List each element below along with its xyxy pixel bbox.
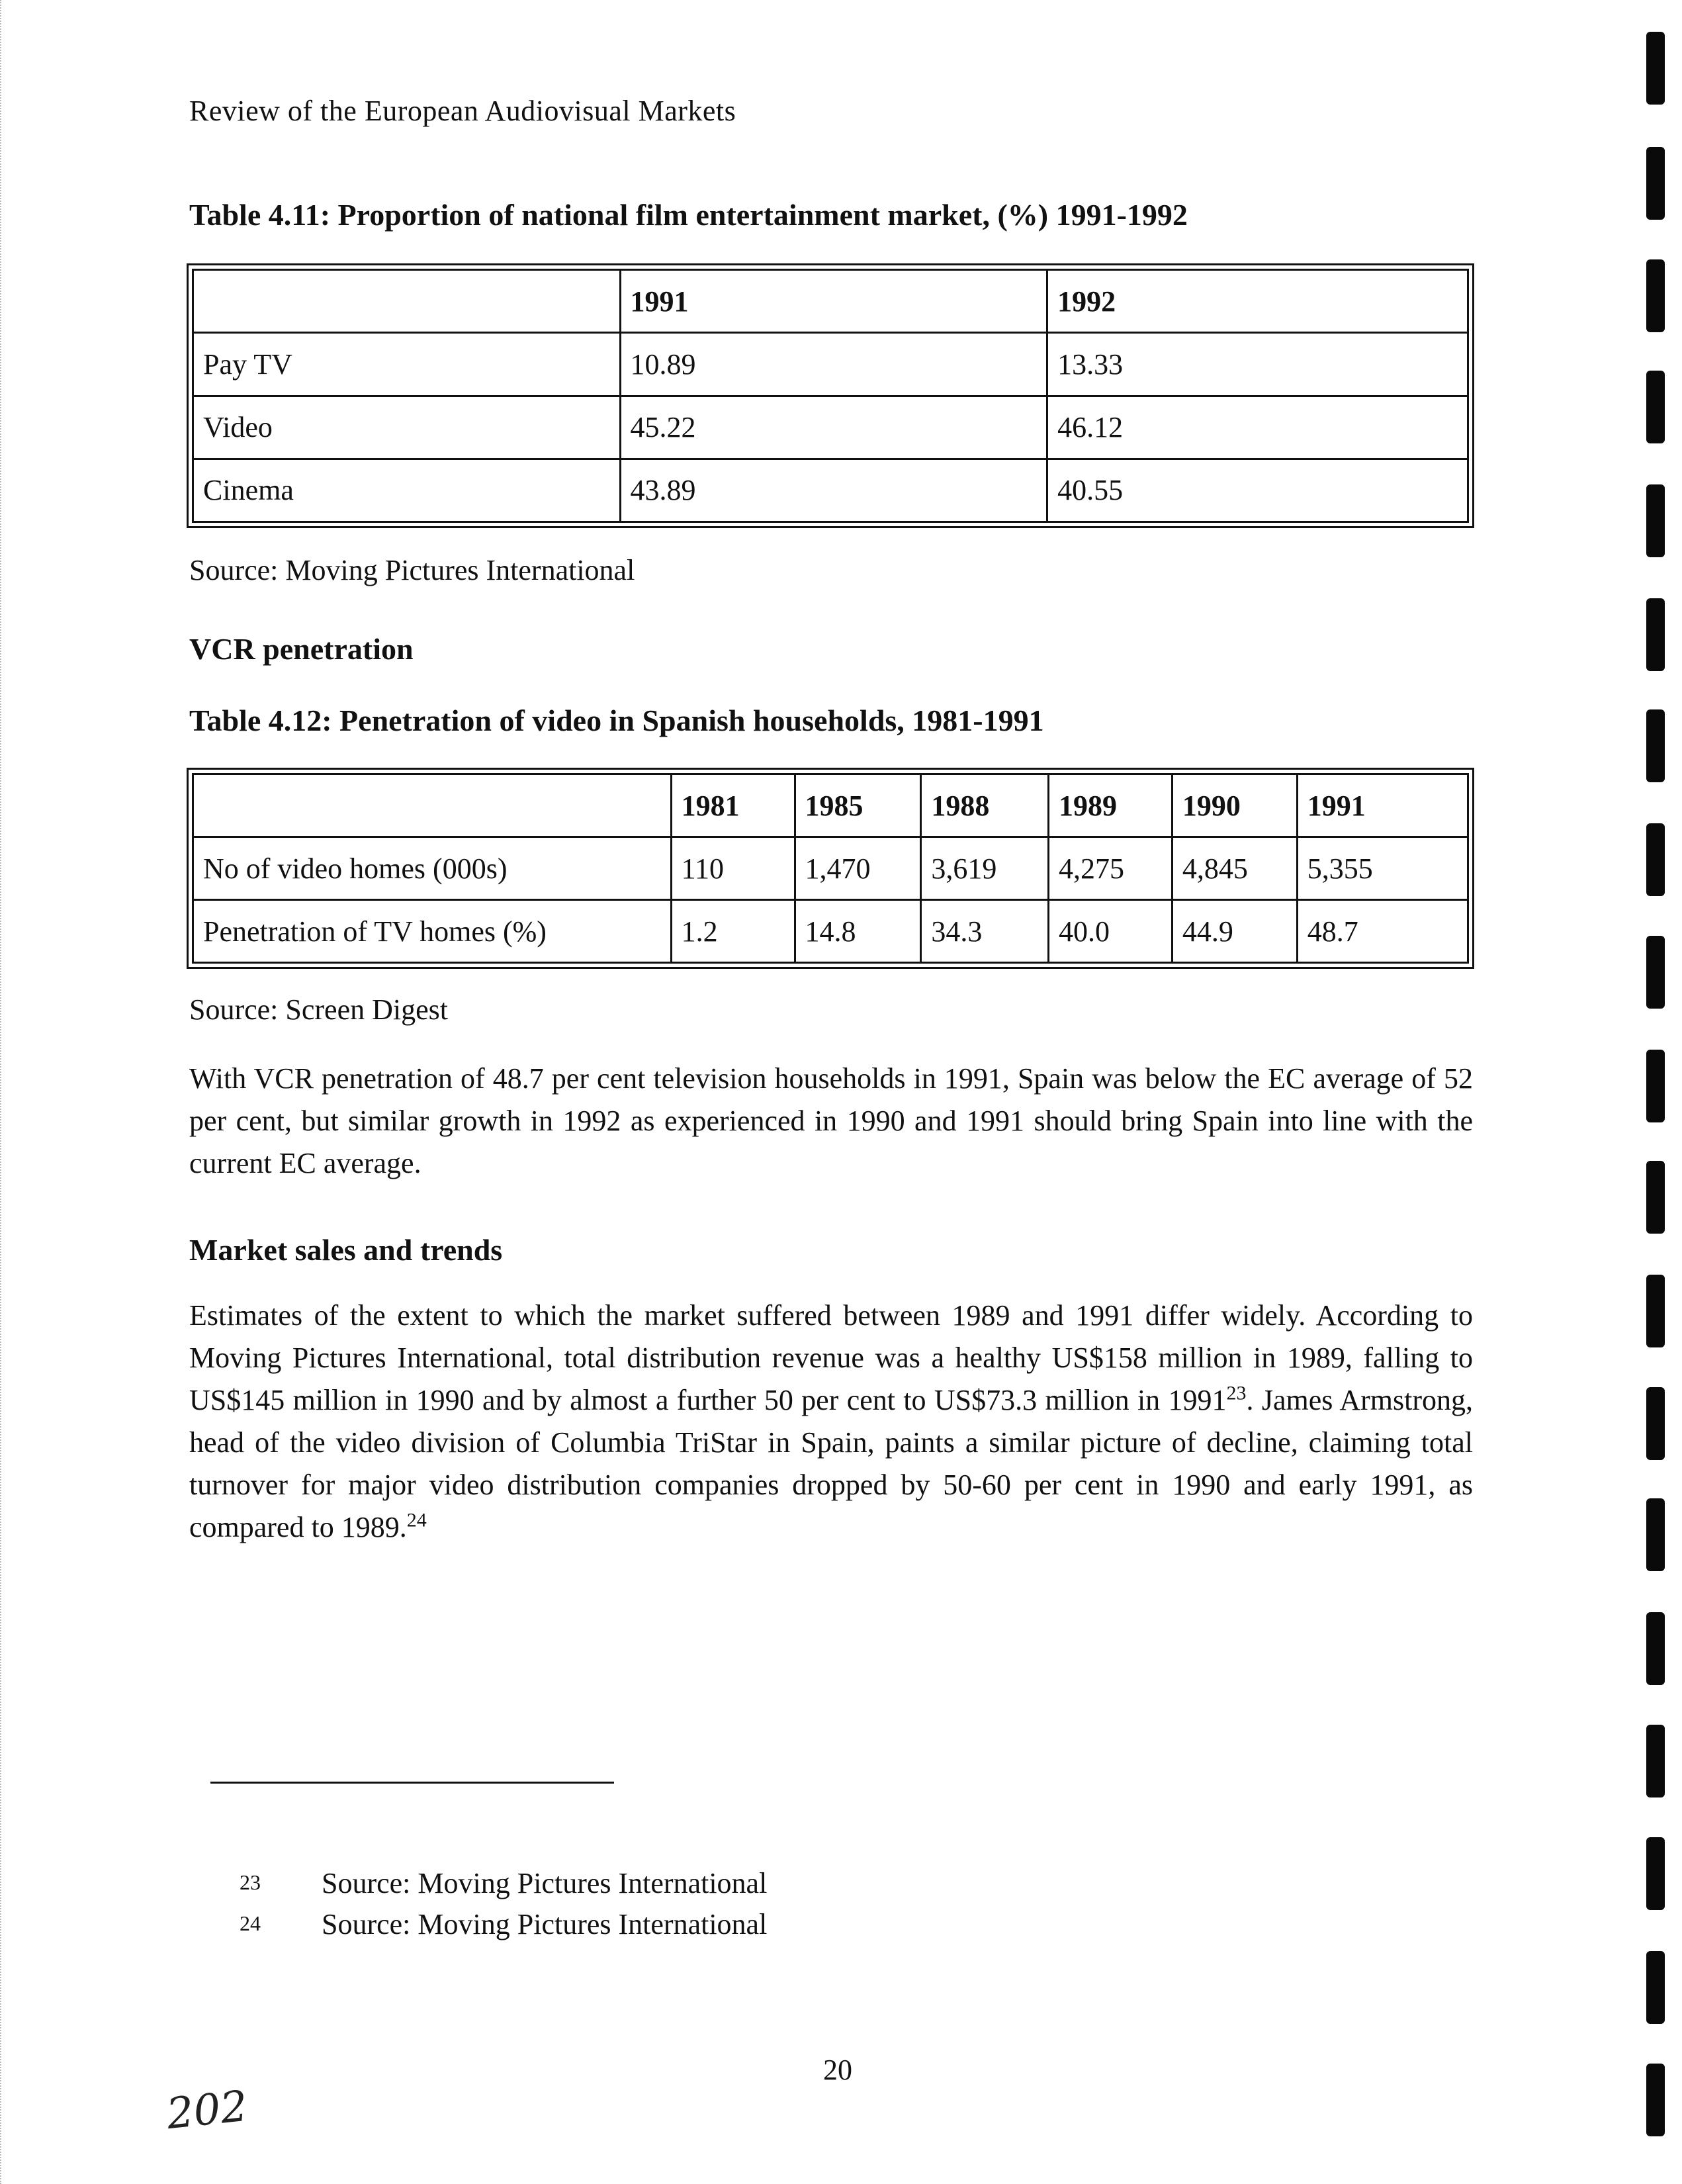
table-cell: 3,619 xyxy=(921,837,1049,900)
row-label: Video xyxy=(193,396,621,459)
table-row xyxy=(193,333,1468,396)
footnote-ref-24[interactable]: 24 xyxy=(406,1509,427,1531)
table-cell: 10.89 xyxy=(620,333,1047,396)
vcr-penetration-heading: VCR penetration xyxy=(189,632,414,666)
table-cell: 110 xyxy=(671,837,795,900)
table-cell: 40.55 xyxy=(1047,459,1468,522)
table-cell: 40.0 xyxy=(1049,900,1173,963)
table-4-11-title: Table 4.11: Proportion of national film entertainment market, (%) 1991-1992 xyxy=(189,198,1188,232)
table-cell: 4,275 xyxy=(1049,837,1173,900)
table-header-cell xyxy=(193,774,672,837)
row-label: No of video homes (000s) xyxy=(193,837,672,900)
market-paragraph xyxy=(189,1295,1473,1549)
footnote-divider xyxy=(210,1782,614,1784)
table-header-cell: 1981 xyxy=(671,774,795,837)
footnote-number: 23 xyxy=(240,1870,261,1894)
table-header-cell: 1991 xyxy=(1297,774,1468,837)
table-cell: 1,470 xyxy=(795,837,921,900)
page-number: 20 xyxy=(823,2054,852,2086)
binding-mark xyxy=(1646,2064,1665,2136)
binding-mark xyxy=(1646,1275,1665,1347)
table-cell: 5,355 xyxy=(1297,837,1468,900)
handwritten-page-note: 202 xyxy=(164,2081,250,2140)
table-cell: 14.8 xyxy=(795,900,921,963)
table-row xyxy=(193,396,1468,459)
table-header-cell: 1992 xyxy=(1047,270,1468,333)
row-label: Pay TV xyxy=(193,333,621,396)
table-header-cell: 1991 xyxy=(620,270,1047,333)
scan-edge xyxy=(0,0,4,2184)
table-header-cell: 1989 xyxy=(1049,774,1173,837)
binding-mark xyxy=(1646,823,1665,896)
table-cell: 34.3 xyxy=(921,900,1049,963)
binding-mark xyxy=(1646,1951,1665,2024)
table-cell: 43.89 xyxy=(620,459,1047,522)
table-header-cell: 1990 xyxy=(1172,774,1297,837)
table-cell: 13.33 xyxy=(1047,333,1468,396)
binding-mark xyxy=(1646,1161,1665,1234)
table-header-cell: 1985 xyxy=(795,774,921,837)
vcr-paragraph: With VCR penetration of 48.7 per cent television households in 1991, Spain was below the EC average of 52 per cent, but similar growth in 1992 as experienced in 1990 and 1991 should bring Spain into line with the current EC average. xyxy=(189,1062,1473,1179)
row-label: Cinema xyxy=(193,459,621,522)
table-header-row xyxy=(193,774,1468,837)
binding-mark xyxy=(1646,1837,1665,1910)
table-4-12-source: Source: Screen Digest xyxy=(189,993,448,1026)
binding-mark xyxy=(1646,1725,1665,1797)
table-header-cell: 1988 xyxy=(921,774,1049,837)
table-4-11-source: Source: Moving Pictures International xyxy=(189,554,635,586)
binding-mark xyxy=(1646,484,1665,557)
binding-mark xyxy=(1646,371,1665,443)
table-cell: 44.9 xyxy=(1172,900,1297,963)
table-row xyxy=(193,837,1468,900)
table-4-12-title: Table 4.12: Penetration of video in Spanish households, 1981-1991 xyxy=(189,704,1044,737)
row-label: Penetration of TV homes (%) xyxy=(193,900,672,963)
table-cell: 48.7 xyxy=(1297,900,1468,963)
table-cell: 45.22 xyxy=(620,396,1047,459)
market-sales-heading: Market sales and trends xyxy=(189,1233,503,1267)
table-row xyxy=(193,459,1468,522)
table-header-row xyxy=(193,270,1468,333)
binding-mark xyxy=(1646,598,1665,671)
binding-mark xyxy=(1646,1498,1665,1571)
table-cell: 46.12 xyxy=(1047,396,1468,459)
binding-mark xyxy=(1646,936,1665,1009)
footnote-number: 24 xyxy=(240,1911,261,1935)
table-row xyxy=(193,900,1468,963)
binding-mark xyxy=(1646,1387,1665,1460)
footnote-ref-23[interactable]: 23 xyxy=(1226,1382,1247,1404)
running-header: Review of the European Audiovisual Markets xyxy=(189,95,736,127)
table-cell: 1.2 xyxy=(671,900,795,963)
binding-mark xyxy=(1646,147,1665,220)
footnote-text: Source: Moving Pictures International xyxy=(322,1908,768,1940)
binding-mark xyxy=(1646,1050,1665,1122)
binding-mark xyxy=(1646,259,1665,332)
footnote-text: Source: Moving Pictures International xyxy=(322,1867,768,1899)
binding-mark xyxy=(1646,709,1665,782)
table-4-11 xyxy=(187,263,1474,528)
binding-mark xyxy=(1646,1612,1665,1685)
binding-mark xyxy=(1646,32,1665,105)
table-cell: 4,845 xyxy=(1172,837,1297,900)
table-header-cell xyxy=(193,270,621,333)
market-paragraph-text-1: Estimates of the extent to which the market suffered between 1989 and 1991 differ widely. According to Moving Pictures International, total distribution revenue was a healthy US$158 million in 1989, falling to US$145 million in 1990 and by almost a further 50 per cent to US$73.3 million in 1991 xyxy=(189,1299,1473,1416)
table-4-12 xyxy=(187,768,1474,969)
market-paragraph-text-2: . James Armstrong, head of the video division of Columbia TriStar in Spain, paints a similar picture of decline, claiming total turnover for major video distribution companies dropped by 50-60 per cent in 1990 and early 1991, as compared to 1989. xyxy=(189,1384,1473,1543)
